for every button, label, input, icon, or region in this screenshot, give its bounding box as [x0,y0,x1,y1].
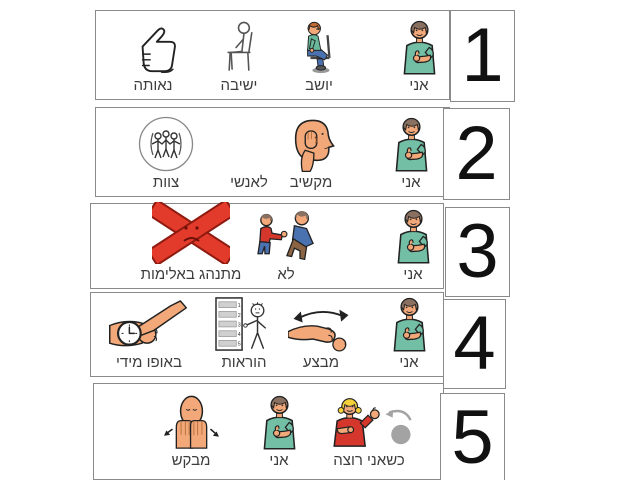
statement-card [90,292,444,377]
symbol-label: אני [403,265,423,283]
symbol-label: מתנהג באלימות [140,265,242,283]
row-number-box[interactable] [450,10,515,102]
symbol-label: הוראות [221,353,267,371]
symbol-icon-slot [323,394,415,450]
symbol-item[interactable] [121,116,211,191]
symbol-label: לאנשי [230,173,268,191]
symbol-icon-slot [286,115,336,172]
symbol-label: אני [399,353,419,371]
row-number: 5 [451,394,494,480]
symbol-label: אני [409,76,429,94]
symbol-label: צוות [152,173,180,191]
row-number-box[interactable] [440,393,505,480]
symbol-icon-slot [152,202,230,264]
asking-hands-icon [163,395,220,450]
symbol-label: אני [269,451,289,469]
symbol-item[interactable] [241,208,331,283]
watch-immediately-icon [109,299,189,352]
symbol-icon-slot [395,207,432,264]
symbol-icon-slot [163,395,220,450]
row-number: 4 [453,301,496,386]
symbol-icon-slot [401,18,438,75]
symbol-label: נאותה [133,76,173,94]
symbol-label: כשאני רוצה [333,451,405,469]
row-number: 1 [461,13,504,98]
symbol-item[interactable] [364,295,454,371]
symbol-item[interactable] [274,20,364,94]
thumbs-up-icon [130,20,176,75]
statement-card [95,10,450,100]
symbol-label: אני [401,173,421,191]
team-circle-icon [138,116,194,172]
statement-card [93,383,444,480]
row-number-box[interactable] [445,207,510,297]
symbol-label: ישיבה [220,76,258,94]
fists-doing-icon [288,304,354,352]
statement-card [90,203,444,289]
symbol-item[interactable] [194,20,284,94]
me-icon [401,18,438,75]
symbol-label: מבקש [171,451,211,469]
symbol-item[interactable] [311,394,427,469]
symbol-item[interactable] [266,115,356,191]
symbol-icon-slot [109,299,189,352]
symbol-icon-slot [219,20,259,75]
row-number-box[interactable] [443,108,510,200]
person-sitting-icon [298,20,340,75]
symbol-icon-slot [261,393,298,450]
me-icon [393,115,430,172]
me-icon [261,393,298,450]
listening-icon [286,115,336,172]
symbol-label: מקשיב [289,173,333,191]
symbol-item[interactable] [146,395,236,469]
red-x-icon [152,202,230,264]
instructions-list-icon [214,296,274,352]
symbol-icon-slot [391,295,428,352]
symbol-label: מבצע [302,353,340,371]
symbol-icon-slot [138,116,194,172]
row-number-box[interactable] [443,299,506,389]
statement-card [95,107,450,197]
symbol-icon-slot [214,296,274,352]
symbol-item[interactable] [104,299,194,371]
symbol-icon-slot [393,115,430,172]
row-number: 2 [455,111,498,196]
me-icon [395,207,432,264]
symbol-label: לא [277,265,295,283]
symbol-item[interactable] [108,20,198,94]
row-number: 3 [456,209,499,294]
symbol-icon-slot [288,304,354,352]
symbol-item[interactable] [131,202,251,283]
symbol-label: יושב [305,76,333,94]
symbol-item[interactable] [276,304,366,371]
symbol-icon-slot [252,208,320,264]
me-icon [391,295,428,352]
when-i-want-icon [323,394,415,450]
person-sitting-outline-icon [219,20,259,75]
symbol-icon-slot [130,20,176,75]
symbol-label: באופו מידי [116,353,182,371]
symbol-icon-slot [298,20,340,75]
pushing-icon [252,208,320,264]
